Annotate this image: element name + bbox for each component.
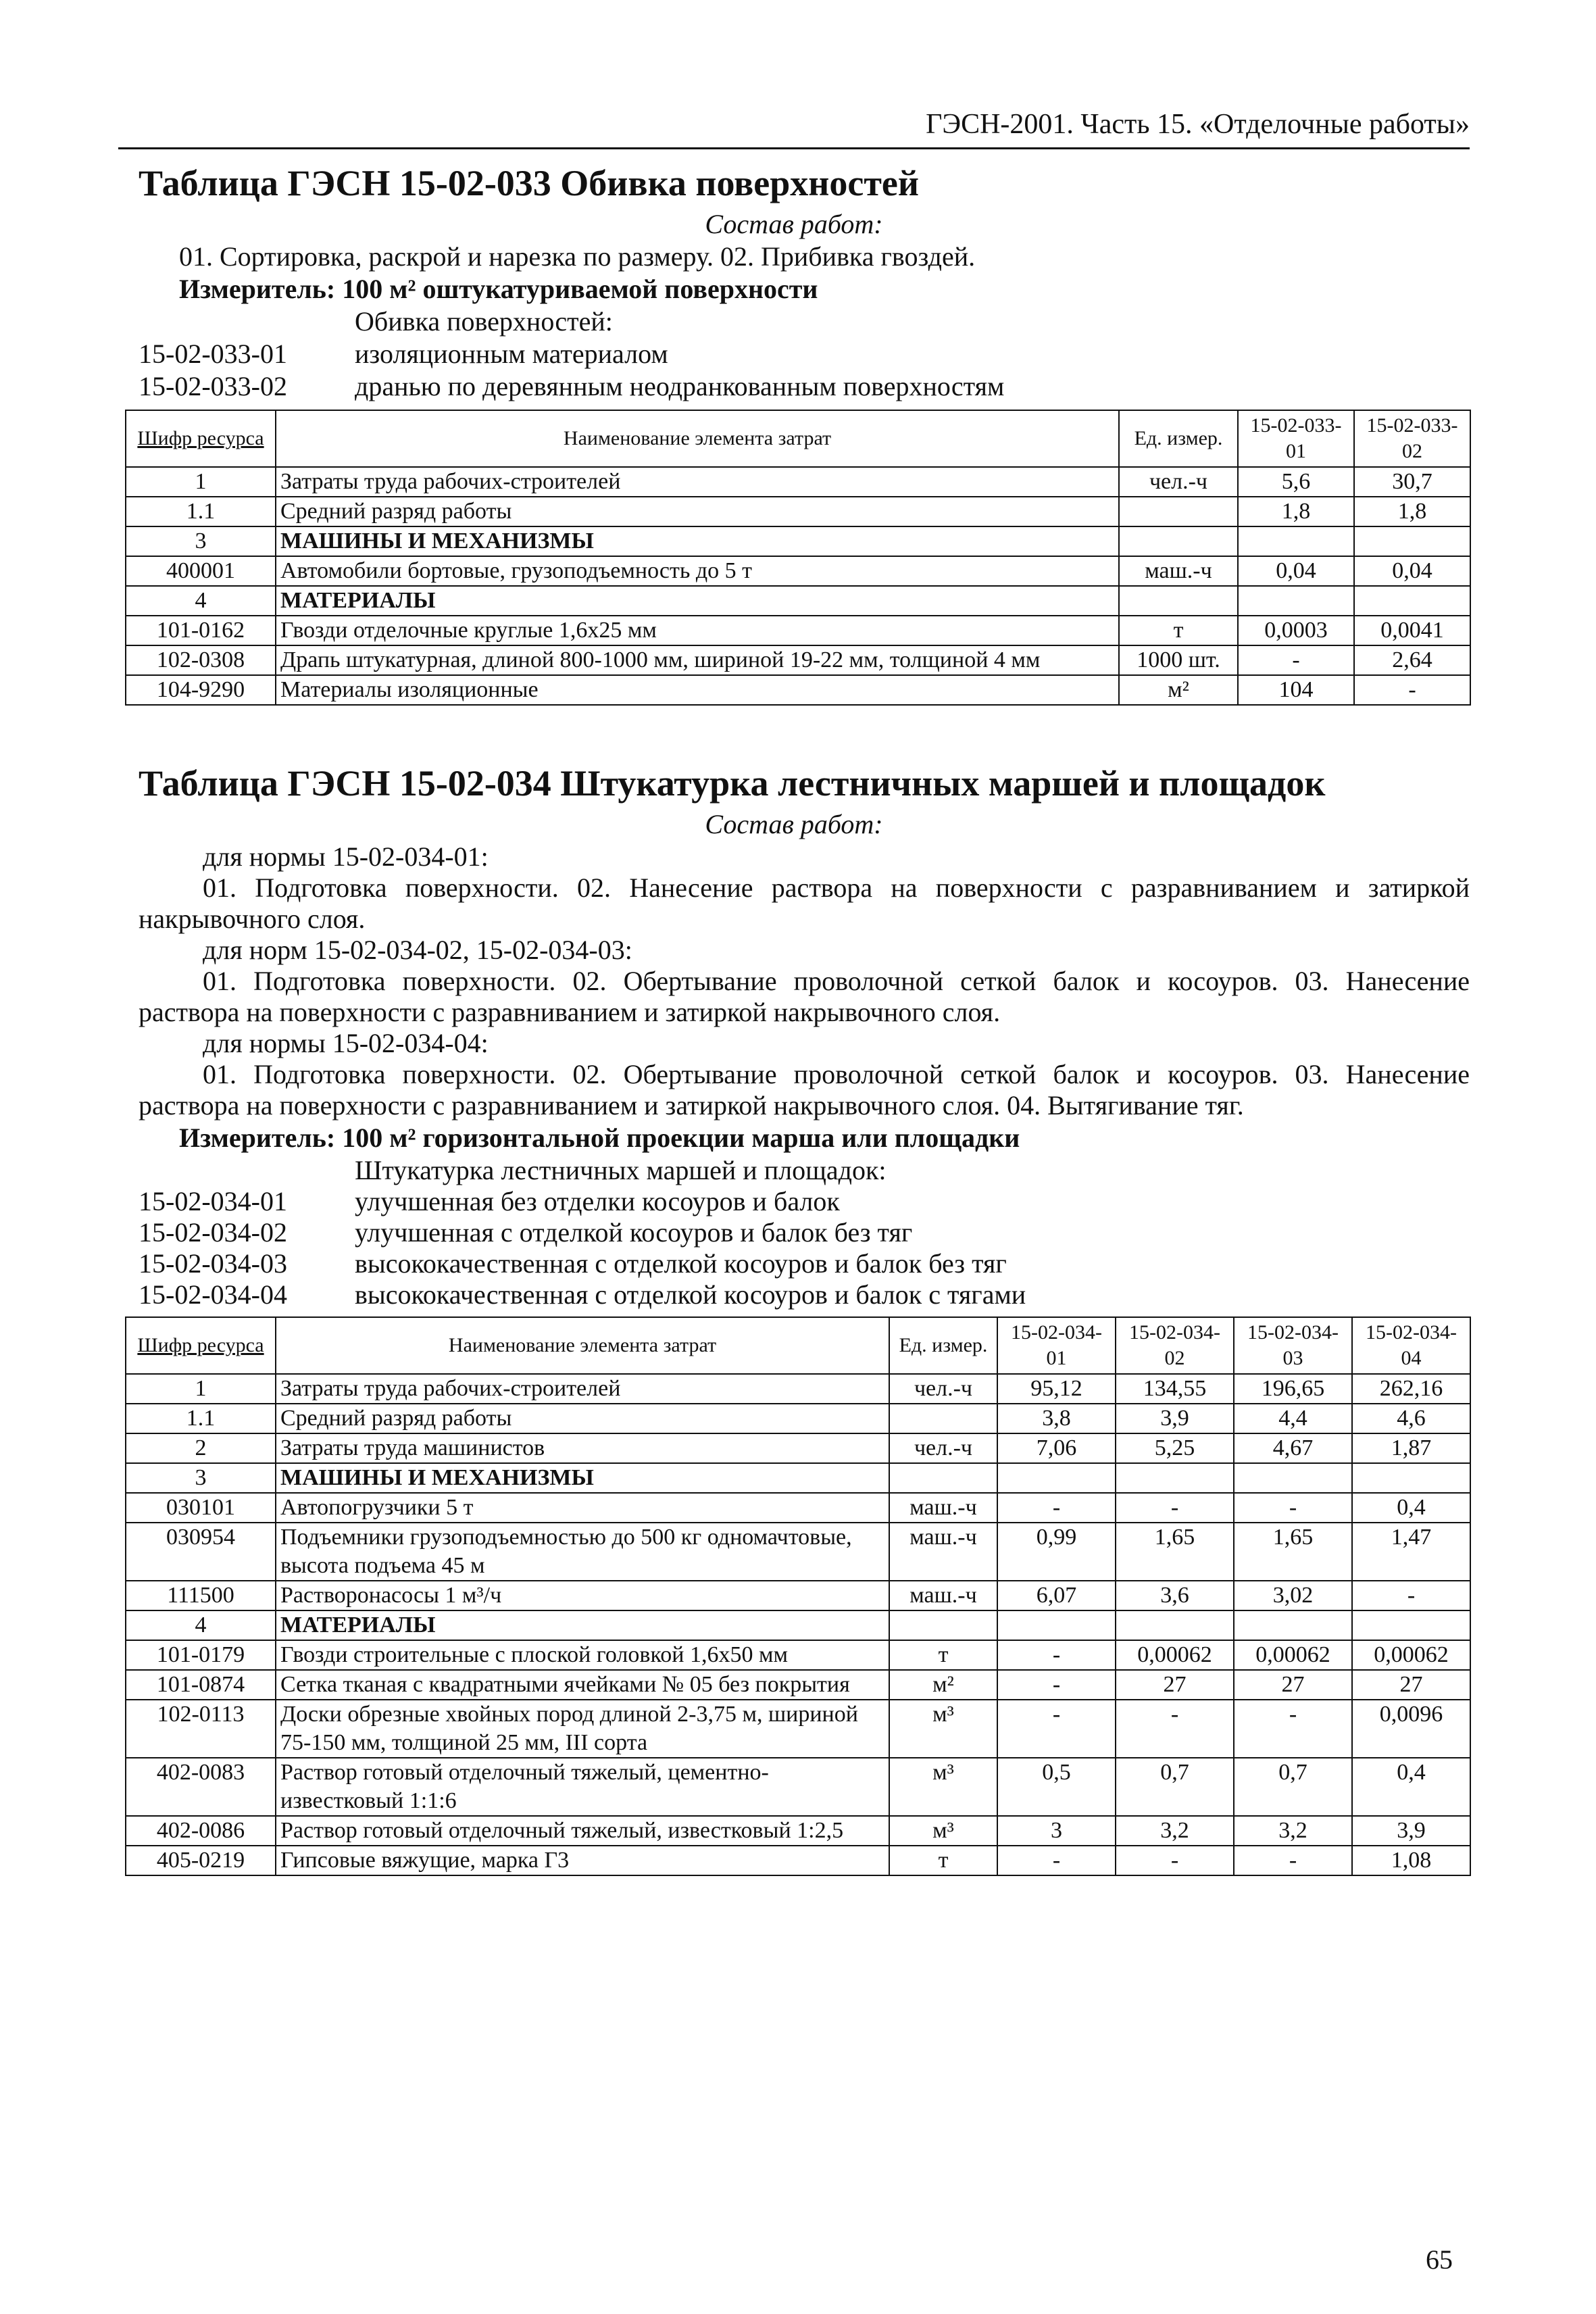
header-norm-4: 15-02-034-04 xyxy=(1352,1317,1470,1374)
norm-value: 95,12 xyxy=(997,1374,1116,1404)
norm-code: 15-02-034-04 xyxy=(139,1279,287,1310)
resource-code: 1.1 xyxy=(126,1404,276,1433)
header-cipher: Шифр ресурса xyxy=(126,1317,276,1374)
table-row xyxy=(126,467,1470,497)
norm-value: 0,4 xyxy=(1352,1493,1470,1523)
norm-description: высококачественная с отделкой косоуров и балок без тяг xyxy=(355,1248,1007,1279)
composition-heading-033: Состав работ: xyxy=(705,209,883,239)
resource-name: Раствор готовый отделочный тяжелый, известковый 1:2,5 xyxy=(276,1816,889,1846)
table-row xyxy=(126,586,1470,616)
norm-label: для нормы 15-02-034-01: xyxy=(203,841,489,872)
meter-034: Измеритель: 100 м² горизонтальной проекции марша или площадки xyxy=(179,1123,1020,1153)
work-paragraph-cont: раствора на поверхности с разравниванием и затиркой накрывочного слоя. 04. Вытягивание тяг. xyxy=(139,1090,1244,1121)
norm-value xyxy=(1234,1463,1352,1493)
norm-value: 0,00062 xyxy=(1352,1640,1470,1670)
resource-code: 1.1 xyxy=(126,497,276,526)
norm-value: 104 xyxy=(1238,675,1354,705)
norm-label: для норм 15-02-034-02, 15-02-034-03: xyxy=(203,935,632,965)
resource-name: Материалы изоляционные xyxy=(276,675,1119,705)
resource-code: 102-0308 xyxy=(126,645,276,675)
resource-name: Затраты труда рабочих-строителей xyxy=(276,467,1119,497)
norm-value: 0,00062 xyxy=(1234,1640,1352,1670)
work-paragraph: 01. Подготовка поверхности. 02. Обертывание проволочной сеткой балок и косоуров. 03. Нанесение xyxy=(203,1059,1470,1089)
norm-value: 134,55 xyxy=(1116,1374,1234,1404)
norm-value xyxy=(997,1610,1116,1640)
work-paragraph-cont: раствора на поверхности с разравниванием и затиркой накрывочного слоя. xyxy=(139,997,1001,1027)
norm-value: - xyxy=(1116,1493,1234,1523)
resource-unit: м³ xyxy=(889,1758,997,1816)
resource-code: 1 xyxy=(126,467,276,497)
table-row xyxy=(126,1816,1470,1846)
resource-unit: м² xyxy=(889,1670,997,1700)
resource-name: Затраты труда рабочих-строителей xyxy=(276,1374,889,1404)
norm-value: 4,6 xyxy=(1352,1404,1470,1433)
resource-code: 2 xyxy=(126,1433,276,1463)
resource-code: 111500 xyxy=(126,1581,276,1610)
norm-value xyxy=(1354,526,1470,556)
norm-value: - xyxy=(997,1493,1116,1523)
norm-value xyxy=(1354,586,1470,616)
resource-code: 030101 xyxy=(126,1493,276,1523)
norm-value: - xyxy=(997,1846,1116,1875)
norm-value: 0,04 xyxy=(1238,556,1354,586)
norm-value: 27 xyxy=(1234,1670,1352,1700)
table-row xyxy=(126,1640,1470,1670)
table-row xyxy=(126,1374,1470,1404)
work-paragraph: 01. Подготовка поверхности. 02. Нанесение раствора на поверхности с разравниванием и затиркой xyxy=(203,872,1470,903)
resource-unit: маш.-ч xyxy=(889,1523,997,1581)
resource-name: Драпь штукатурная, длиной 800-1000 мм, шириной 19-22 мм, толщиной 4 мм xyxy=(276,645,1119,675)
norm-value: - xyxy=(1116,1846,1234,1875)
norm-value: 27 xyxy=(1352,1670,1470,1700)
resource-name: Доски обрезные хвойных пород длиной 2-3,75 м, шириной 75-150 мм, толщиной 25 мм, III сорта xyxy=(276,1700,889,1758)
resource-unit: маш.-ч xyxy=(889,1581,997,1610)
resource-name: МАШИНЫ И МЕХАНИЗМЫ xyxy=(276,1463,889,1493)
norm-value: 0,5 xyxy=(997,1758,1116,1816)
resource-unit xyxy=(889,1610,997,1640)
header-unit: Ед. измер. xyxy=(889,1317,997,1374)
norm-value: 1,8 xyxy=(1354,497,1470,526)
norm-value: 5,6 xyxy=(1238,467,1354,497)
norm-value: 0,0041 xyxy=(1354,616,1470,645)
norm-value xyxy=(1352,1610,1470,1640)
norm-value: 0,04 xyxy=(1354,556,1470,586)
resource-name: Гвозди отделочные круглые 1,6х25 мм xyxy=(276,616,1119,645)
norm-code: 15-02-034-03 xyxy=(139,1248,287,1279)
norm-code: 15-02-033-01 xyxy=(139,339,287,369)
resource-code: 101-0179 xyxy=(126,1640,276,1670)
norm-value: 0,0003 xyxy=(1238,616,1354,645)
resource-name: Автомобили бортовые, грузоподъемность до 5 т xyxy=(276,556,1119,586)
norm-value xyxy=(1238,526,1354,556)
resource-code: 402-0086 xyxy=(126,1816,276,1846)
norm-value: 3,6 xyxy=(1116,1581,1234,1610)
norm-code: 15-02-033-02 xyxy=(139,371,287,401)
norm-value: 196,65 xyxy=(1234,1374,1352,1404)
norm-value: 0,99 xyxy=(997,1523,1116,1581)
resource-name: Средний разряд работы xyxy=(276,497,1119,526)
table-row xyxy=(126,675,1470,705)
resource-name: МАШИНЫ И МЕХАНИЗМЫ xyxy=(276,526,1119,556)
resource-unit: маш.-ч xyxy=(889,1493,997,1523)
resource-unit: м³ xyxy=(889,1816,997,1846)
norm-value xyxy=(1116,1463,1234,1493)
norm-description: изоляционным материалом xyxy=(355,339,668,369)
norm-value: 3,8 xyxy=(997,1404,1116,1433)
header-cipher: Шифр ресурса xyxy=(126,410,276,467)
norm-value: - xyxy=(1238,645,1354,675)
norm-value: - xyxy=(1116,1700,1234,1758)
resource-code: 400001 xyxy=(126,556,276,586)
resource-unit xyxy=(1119,586,1238,616)
resource-code: 3 xyxy=(126,1463,276,1493)
table-row xyxy=(126,1581,1470,1610)
table-row xyxy=(126,1700,1470,1758)
resource-code: 4 xyxy=(126,1610,276,1640)
norm-value: 3 xyxy=(997,1816,1116,1846)
norm-description: улучшенная с отделкой косоуров и балок без тяг xyxy=(355,1217,913,1248)
header-norm-2: 15-02-033-02 xyxy=(1354,410,1470,467)
resource-name: МАТЕРИАЛЫ xyxy=(276,586,1119,616)
norms-subheading-034: Штукатурка лестничных маршей и площадок: xyxy=(355,1155,887,1185)
work-composition-033: 01. Сортировка, раскрой и нарезка по размеру. 02. Прибивка гвоздей. xyxy=(179,241,976,272)
page-number: 65 xyxy=(1426,2244,1453,2275)
table-row xyxy=(126,556,1470,586)
norm-value: 3,2 xyxy=(1116,1816,1234,1846)
running-header: ГЭСН-2001. Часть 15. «Отделочные работы» xyxy=(926,109,1470,140)
header-norm-1: 15-02-034-01 xyxy=(997,1317,1116,1374)
table-row xyxy=(126,1758,1470,1816)
resource-name: Затраты труда машинистов xyxy=(276,1433,889,1463)
resource-code: 402-0083 xyxy=(126,1758,276,1816)
norm-value: 262,16 xyxy=(1352,1374,1470,1404)
work-paragraph-cont: накрывочного слоя. xyxy=(139,904,366,934)
composition-heading-034: Состав работ: xyxy=(705,809,883,839)
norm-value: 1,47 xyxy=(1352,1523,1470,1581)
norm-value: 3,9 xyxy=(1352,1816,1470,1846)
resource-unit: т xyxy=(889,1640,997,1670)
norm-value: 1,08 xyxy=(1352,1846,1470,1875)
header-norm-2: 15-02-034-02 xyxy=(1116,1317,1234,1374)
resource-table-033 xyxy=(125,410,1471,706)
header-norm-1: 15-02-033-01 xyxy=(1238,410,1354,467)
table-row xyxy=(126,497,1470,526)
header-norm-3: 15-02-034-03 xyxy=(1234,1317,1352,1374)
norm-value: - xyxy=(997,1670,1116,1700)
norm-value: - xyxy=(1234,1700,1352,1758)
resource-name: Автопогрузчики 5 т xyxy=(276,1493,889,1523)
norm-value: 5,25 xyxy=(1116,1433,1234,1463)
norm-label: для нормы 15-02-034-04: xyxy=(203,1028,489,1058)
resource-name: МАТЕРИАЛЫ xyxy=(276,1610,889,1640)
table-row xyxy=(126,1670,1470,1700)
table-row xyxy=(126,526,1470,556)
resource-name: Гвозди строительные с плоской головкой 1,6х50 мм xyxy=(276,1640,889,1670)
norm-value: 4,67 xyxy=(1234,1433,1352,1463)
norm-value: 6,07 xyxy=(997,1581,1116,1610)
resource-code: 102-0113 xyxy=(126,1700,276,1758)
resource-code: 4 xyxy=(126,586,276,616)
resource-name: Растворонасосы 1 м³/ч xyxy=(276,1581,889,1610)
norm-value: - xyxy=(1354,675,1470,705)
norm-value xyxy=(1234,1610,1352,1640)
table-row xyxy=(126,616,1470,645)
resource-code: 3 xyxy=(126,526,276,556)
norm-value: 1,65 xyxy=(1116,1523,1234,1581)
table-row xyxy=(126,1493,1470,1523)
header-unit: Ед. измер. xyxy=(1119,410,1238,467)
resource-unit: т xyxy=(889,1846,997,1875)
norm-code: 15-02-034-02 xyxy=(139,1217,287,1248)
table-row xyxy=(126,1610,1470,1640)
norm-value: 3,2 xyxy=(1234,1816,1352,1846)
table-row xyxy=(126,1523,1470,1581)
norm-value: 0,7 xyxy=(1116,1758,1234,1816)
resource-unit xyxy=(1119,497,1238,526)
norm-code: 15-02-034-01 xyxy=(139,1186,287,1216)
resource-name: Сетка тканая с квадратными ячейками № 05 без покрытия xyxy=(276,1670,889,1700)
resource-code: 101-0874 xyxy=(126,1670,276,1700)
resource-table-034 xyxy=(125,1316,1471,1876)
norm-value xyxy=(1116,1610,1234,1640)
norm-value: 0,4 xyxy=(1352,1758,1470,1816)
norm-value: 0,00062 xyxy=(1116,1640,1234,1670)
norm-value: - xyxy=(997,1640,1116,1670)
resource-unit: чел.-ч xyxy=(1119,467,1238,497)
norm-value xyxy=(997,1463,1116,1493)
norm-value: - xyxy=(997,1700,1116,1758)
work-paragraph: 01. Подготовка поверхности. 02. Обертывание проволочной сеткой балок и косоуров. 03. Нанесение xyxy=(203,966,1470,996)
norm-value: 30,7 xyxy=(1354,467,1470,497)
norm-description: дранью по деревянным неодранкованным поверхностям xyxy=(355,371,1005,401)
resource-code: 030954 xyxy=(126,1523,276,1581)
resource-unit: м³ xyxy=(889,1700,997,1758)
table-row xyxy=(126,1404,1470,1433)
resource-name: Гипсовые вяжущие, марка Г3 xyxy=(276,1846,889,1875)
norm-value: 7,06 xyxy=(997,1433,1116,1463)
header-name: Наименование элемента затрат xyxy=(276,410,1119,467)
table-row xyxy=(126,1846,1470,1875)
table-row xyxy=(126,1463,1470,1493)
norm-description: улучшенная без отделки косоуров и балок xyxy=(355,1186,840,1216)
resource-name: Подъемники грузоподъемностью до 500 кг одномачтовые, высота подъема 45 м xyxy=(276,1523,889,1581)
resource-unit xyxy=(889,1463,997,1493)
norm-value: 4,4 xyxy=(1234,1404,1352,1433)
norm-value: 1,87 xyxy=(1352,1433,1470,1463)
norm-value: 3,9 xyxy=(1116,1404,1234,1433)
section-title-034: Таблица ГЭСН 15-02-034 Штукатурка лестничных маршей и площадок xyxy=(139,763,1326,804)
norm-value: 0,0096 xyxy=(1352,1700,1470,1758)
norm-value: 1,8 xyxy=(1238,497,1354,526)
resource-code: 104-9290 xyxy=(126,675,276,705)
resource-name: Средний разряд работы xyxy=(276,1404,889,1433)
norm-value xyxy=(1238,586,1354,616)
norm-value: 2,64 xyxy=(1354,645,1470,675)
meter-033: Измеритель: 100 м² оштукатуриваемой поверхности xyxy=(179,274,818,304)
resource-name: Раствор готовый отделочный тяжелый, цементно-известковый 1:1:6 xyxy=(276,1758,889,1816)
header-name: Наименование элемента затрат xyxy=(276,1317,889,1374)
norm-value: 3,02 xyxy=(1234,1581,1352,1610)
resource-unit xyxy=(1119,526,1238,556)
header-rule xyxy=(118,147,1470,149)
norm-value: - xyxy=(1234,1493,1352,1523)
norms-subheading-033: Обивка поверхностей: xyxy=(355,306,613,337)
resource-unit: 1000 шт. xyxy=(1119,645,1238,675)
table-row xyxy=(126,645,1470,675)
resource-unit: маш.-ч xyxy=(1119,556,1238,586)
norm-value xyxy=(1352,1463,1470,1493)
resource-code: 1 xyxy=(126,1374,276,1404)
resource-code: 101-0162 xyxy=(126,616,276,645)
resource-unit xyxy=(889,1404,997,1433)
norm-description: высококачественная с отделкой косоуров и балок с тягами xyxy=(355,1279,1026,1310)
norm-value: 0,7 xyxy=(1234,1758,1352,1816)
table-row xyxy=(126,1433,1470,1463)
norm-value: - xyxy=(1234,1846,1352,1875)
norm-value: - xyxy=(1352,1581,1470,1610)
resource-unit: чел.-ч xyxy=(889,1374,997,1404)
resource-unit: т xyxy=(1119,616,1238,645)
resource-unit: м² xyxy=(1119,675,1238,705)
resource-unit: чел.-ч xyxy=(889,1433,997,1463)
norm-value: 1,65 xyxy=(1234,1523,1352,1581)
norm-value: 27 xyxy=(1116,1670,1234,1700)
section-title-033: Таблица ГЭСН 15-02-033 Обивка поверхностей xyxy=(139,163,919,203)
resource-code: 405-0219 xyxy=(126,1846,276,1875)
